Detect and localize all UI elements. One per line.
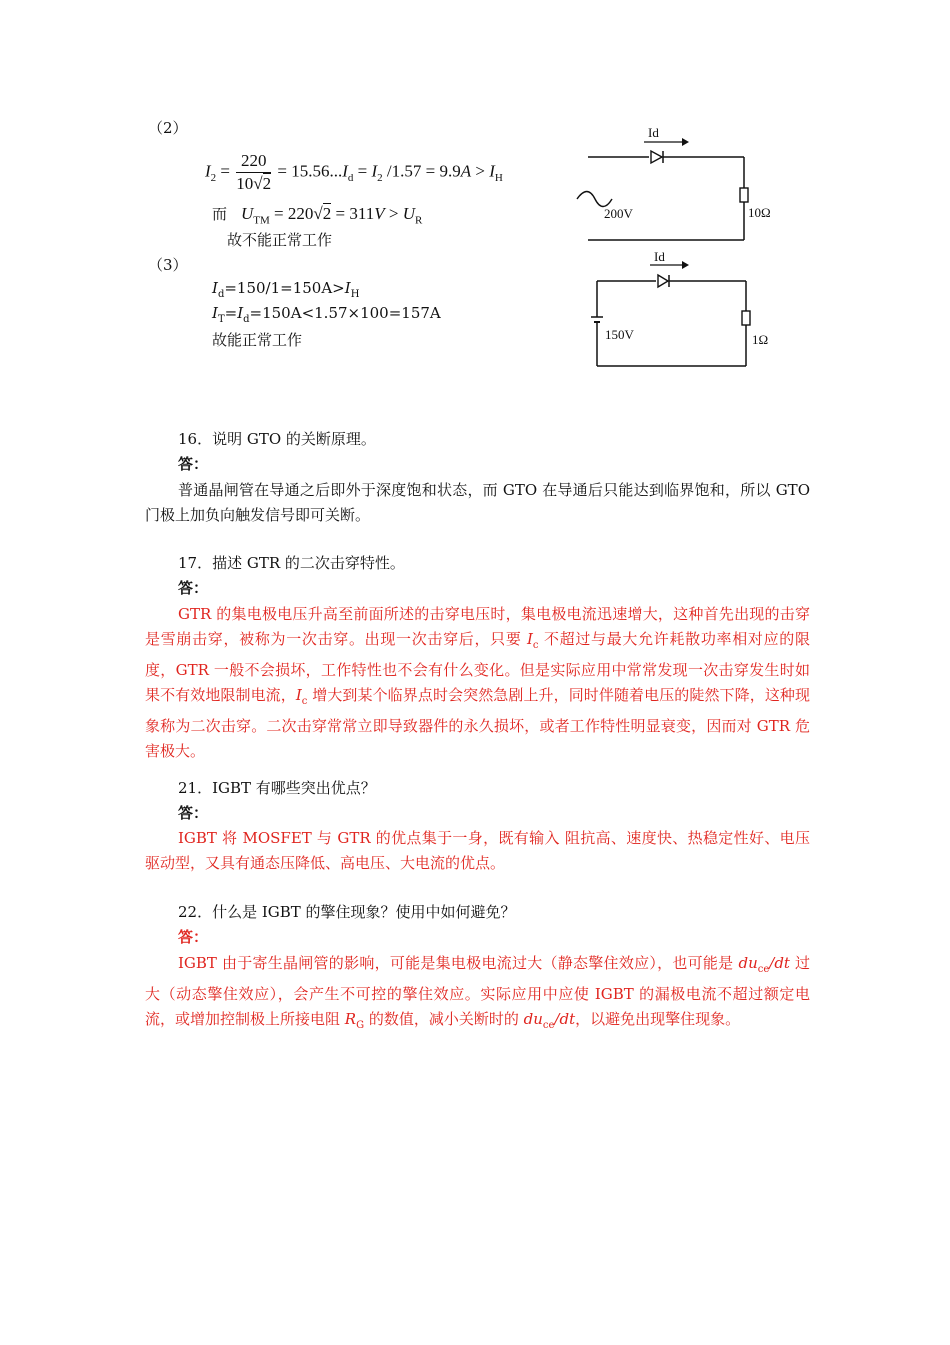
answer-label-17: 答：: [178, 579, 209, 597]
var-i: I: [344, 279, 351, 297]
answer-label-16: 答：: [178, 455, 209, 473]
fraction-numerator: 220: [236, 150, 271, 173]
var-r: R: [344, 1010, 357, 1028]
current-label-1: Id: [648, 125, 659, 140]
sqrt-radicand: 2: [322, 204, 332, 223]
answer-label-22: 答：: [178, 928, 209, 946]
sqrt-symbol: √: [313, 204, 323, 223]
var-ic: I: [526, 630, 533, 648]
fraction-denominator: [236, 173, 271, 195]
formula-prefix: 而: [212, 207, 228, 223]
formula-current-i2: [205, 150, 503, 200]
var-sub: c: [532, 640, 539, 651]
answer-label-21: 答：: [178, 804, 209, 822]
resistor-1-icon: [740, 188, 748, 202]
source-label-1: 200V: [604, 206, 633, 221]
answer-17: [145, 602, 810, 764]
answer-17-part3: 增大到某个临界点时会突然急剧上升，同时伴随着电压的陡然下降，这种现象称为二次击穿。二次击穿常常立即导致器件的永久损坏，或者工作特性明显衰变，因而对 GTR 危害极大。: [145, 686, 810, 760]
answer-22-part2: 过大（动态擎住效应），会产生不可控的擎住效应。实际应用中应使 IGBT 的漏极电流不超过额定电流，或增加控制极上所接电阻: [145, 954, 810, 1028]
answer-16: 普通晶闸管在导通之后即外于深度饱和状态，而 GTO 在导通后只能达到临界饱和，所以 GTO 门极上加负向触发信号即可关断。: [145, 481, 810, 524]
formula-var-u: U: [241, 204, 254, 223]
question-17: 17．描述 GTR 的二次击穿特性。: [178, 554, 405, 572]
current-label-2: Id: [654, 250, 665, 264]
var-du: du: [738, 954, 758, 972]
expr: =150/1=150A>: [224, 279, 345, 297]
formula-value: = 311: [331, 204, 375, 223]
formula-sub: 2: [210, 171, 217, 184]
question-16: 16．说明 GTO 的关断原理。: [178, 430, 376, 448]
formula-rest: = 15.56...: [277, 161, 343, 181]
var-sub: G: [356, 1020, 365, 1031]
var-i: I: [212, 304, 218, 322]
var-sub: c: [301, 696, 308, 707]
circuit-diagram-2: [582, 250, 782, 370]
var-sub: d: [217, 289, 225, 300]
var-sub: T: [217, 314, 225, 325]
denominator-coef: 10: [236, 174, 254, 193]
battery-icon: [591, 317, 603, 322]
var-dt: /dt: [554, 1010, 576, 1028]
formula-sub: R: [414, 214, 423, 227]
sqrt-symbol: √: [253, 174, 263, 193]
circuit-diagram-1: [572, 125, 782, 245]
formula-value: = 220: [269, 204, 314, 223]
answer-22: [145, 951, 810, 1038]
part2-label: （2）: [148, 119, 188, 137]
formula-sub: 2: [377, 171, 383, 184]
resistor-label-2: 1Ω: [752, 332, 769, 347]
formula-unit: A: [460, 161, 472, 181]
ac-source-icon: [577, 192, 612, 207]
var-sub: d: [243, 314, 250, 325]
formula-sub: d: [347, 171, 354, 184]
var-du: du: [523, 1010, 543, 1028]
part3-label: （3）: [148, 256, 188, 274]
diode-2-icon: [658, 275, 669, 287]
var-i: I: [237, 304, 244, 322]
formula-eq2: =: [353, 161, 372, 181]
expr: =150A<1.57×100=157A: [249, 304, 441, 322]
var-dt: /dt: [769, 954, 790, 972]
resistor-2-icon: [742, 311, 750, 325]
question-21: 21．IGBT 有哪些突出优点？: [178, 779, 376, 797]
formula-gt: >: [384, 204, 403, 223]
expr: =: [224, 304, 238, 322]
formula-eq: =: [220, 161, 231, 181]
part3-conclusion: 故能正常工作: [212, 331, 303, 349]
source-label-2: 150V: [605, 327, 634, 342]
diode-1-icon: [651, 151, 663, 163]
question-22: 22．什么是 IGBT 的擎住现象？使用中如何避免？: [178, 903, 516, 921]
answer-17-part1: GTR 的集电极电压升高至前面所述的击穿电压时，集电极电流迅速增大，这种首先出现的击穿是雪崩击穿，被称为一次击穿。出现一次击穿后，只要: [145, 605, 810, 648]
formula-gt: >: [471, 161, 490, 181]
formula-var: I: [205, 161, 211, 181]
formula-var-i2: I: [371, 161, 378, 181]
part2-conclusion: 故不能正常工作: [227, 231, 333, 249]
answer-21: IGBT 将 MOSFET 与 GTR 的优点集于一身，既有输入 阻抗高、速度快、热稳定性好、电压驱动型，又具有通态压降低、高电压、大电流的优点。: [145, 829, 810, 872]
sqrt-radicand: 2: [262, 174, 272, 193]
var-i: I: [212, 279, 218, 297]
answer-17-part2: 不超过与最大允许耗散功率相对应的限度，GTR 一般不会损坏，工作特性也不会有什么变化。但是实际应用中常常发现一次击穿发生时如果不有效地限制电流，: [145, 630, 810, 704]
part3-line1: [212, 279, 359, 300]
var-sub: ce: [542, 1020, 555, 1031]
var-sub: ce: [757, 964, 770, 975]
formula-utm: [212, 203, 422, 226]
part3-line2: [212, 304, 441, 325]
formula-fraction: [236, 150, 271, 195]
answer-22-part3: 的数值，减小关断时的: [364, 1010, 524, 1028]
answer-22-part4: ，以避免出现擎住现象。: [575, 1010, 741, 1028]
formula-var-id: I: [342, 161, 348, 181]
formula-var-ih: I: [489, 161, 495, 181]
formula-unit: V: [374, 204, 385, 223]
formula-sub: H: [494, 171, 503, 184]
formula-var-ur: U: [402, 204, 415, 223]
var-ic: I: [295, 686, 302, 704]
resistor-label-1: 10Ω: [748, 205, 771, 220]
answer-22-part1: IGBT 由于寄生晶闸管的影响，可能是集电极电流过大（静态擎住效应），也可能是: [178, 954, 739, 972]
var-sub: H: [350, 289, 360, 300]
formula-value: /1.57 = 9.9: [382, 161, 461, 181]
formula-sub: TM: [253, 214, 270, 227]
